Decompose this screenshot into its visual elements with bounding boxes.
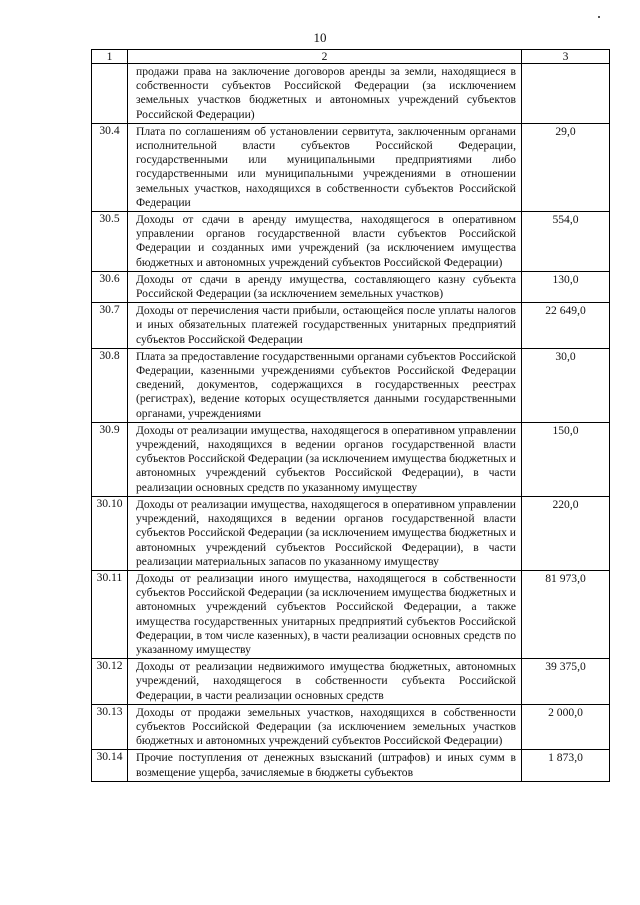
table-header-row [92,50,610,64]
row-amount: 81 973,0 [522,570,610,658]
table-row [92,570,610,658]
row-amount: 1 873,0 [522,750,610,781]
row-description: Доходы от перечисления части прибыли, остающейся после уплаты налогов и иных обязательных платежей государственных унитарных предприятий субъектов Российской Федерации [128,303,522,349]
row-description: Доходы от реализации имущества, находящегося в оперативном управлении учреждений, находящихся в ведении органов государственной власти субъектов Российской Федерации (за исключением имущества бюджетных и автономных учреждений субъектов Российской Федерации), в части реализации основных средств по указанному имуществу [128,422,522,496]
row-description: Доходы от реализации имущества, находящегося в оперативном управлении учреждений, находящихся в ведении органов государственной власти субъектов Российской Федерации (за исключением имущества бюджетных и автономных учреждений субъектов Российской Федерации), в части реализации материальных запасов по указанному имуществу [128,496,522,570]
row-code: 30.12 [92,659,128,705]
row-description: Плата за предоставление государственными органами субъектов Российской Федерации, казенными учреждениями субъектов Российской Федерации сведений, документов, содержащихся в государственных реестрах (регистрах), ведение которых осуществляется данными государственными органами, учреждениями [128,348,522,422]
row-amount: 220,0 [522,496,610,570]
row-amount: 2 000,0 [522,704,610,750]
row-amount: 39 375,0 [522,659,610,705]
row-code: 30.6 [92,271,128,302]
row-description: Доходы от продажи земельных участков, находящихся в собственности субъектов Российской Федерации (за исключением земельных участков бюджетных и автономных учреждений субъектов Российской Федерации) [128,704,522,750]
row-code: 30.13 [92,704,128,750]
row-code: 30.9 [92,422,128,496]
column-header-1: 1 [92,50,128,64]
revenue-table [91,49,610,782]
column-header-2: 2 [128,50,522,64]
table-row [92,422,610,496]
table-row [92,704,610,750]
row-code: 30.5 [92,212,128,272]
table-row [92,123,610,211]
row-description: Плата по соглашениям об установлении сервитута, заключенным органами исполнительной власти субъектов Российской Федерации, государственными или муниципальными предприятиями либо государственными или муниципальными учреждениями в отношении земельных участков, находящихся в собственности субъектов Российской Федерации [128,123,522,211]
row-amount: 130,0 [522,271,610,302]
row-code [92,64,128,124]
column-header-3: 3 [522,50,610,64]
row-code: 30.10 [92,496,128,570]
row-code: 30.11 [92,570,128,658]
row-amount: 30,0 [522,348,610,422]
table-row [92,271,610,302]
row-code: 30.7 [92,303,128,349]
row-description: Доходы от реализации недвижимого имущества бюджетных, автономных учреждений, находящегося в собственности субъекта Российской Федерации, в части реализации основных средств [128,659,522,705]
page-number: 10 [313,30,327,45]
table-row [92,659,610,705]
row-description: продажи права на заключение договоров аренды за земли, находящиеся в собственности субъектов Российской Федерации (за исключением земельных участков бюджетных и автономных учреждений субъектов Российской Федерации) [128,64,522,124]
table-row [92,750,610,781]
row-amount [522,64,610,124]
table-row [92,303,610,349]
row-amount: 554,0 [522,212,610,272]
row-code: 30.4 [92,123,128,211]
scan-speck [598,16,600,18]
row-amount: 29,0 [522,123,610,211]
row-amount: 22 649,0 [522,303,610,349]
row-description: Доходы от реализации иного имущества, находящегося в собственности субъектов Российской Федерации (за исключением имущества бюджетных и автономных учреждений субъектов Российской Федерации, а также имущества государственных унитарных предприятий субъектов Российской Федерации, в том числе казенных), в части реализации основных средств по указанному имуществу [128,570,522,658]
row-code: 30.14 [92,750,128,781]
table-row [92,496,610,570]
row-description: Доходы от сдачи в аренду имущества, составляющего казну субъекта Российской Федерации (за исключением земельных участков) [128,271,522,302]
table-row [92,212,610,272]
row-description: Доходы от сдачи в аренду имущества, находящегося в оперативном управлении органов государственной власти субъектов Российской Федерации и созданных ими учреждений (за исключением имущества бюджетных и автономных учреждений субъектов Российской Федерации) [128,212,522,272]
row-code: 30.8 [92,348,128,422]
row-amount: 150,0 [522,422,610,496]
table-row [92,348,610,422]
table-row [92,64,610,124]
row-description: Прочие поступления от денежных взысканий (штрафов) и иных сумм в возмещение ущерба, зачисляемые в бюджеты субъектов [128,750,522,781]
